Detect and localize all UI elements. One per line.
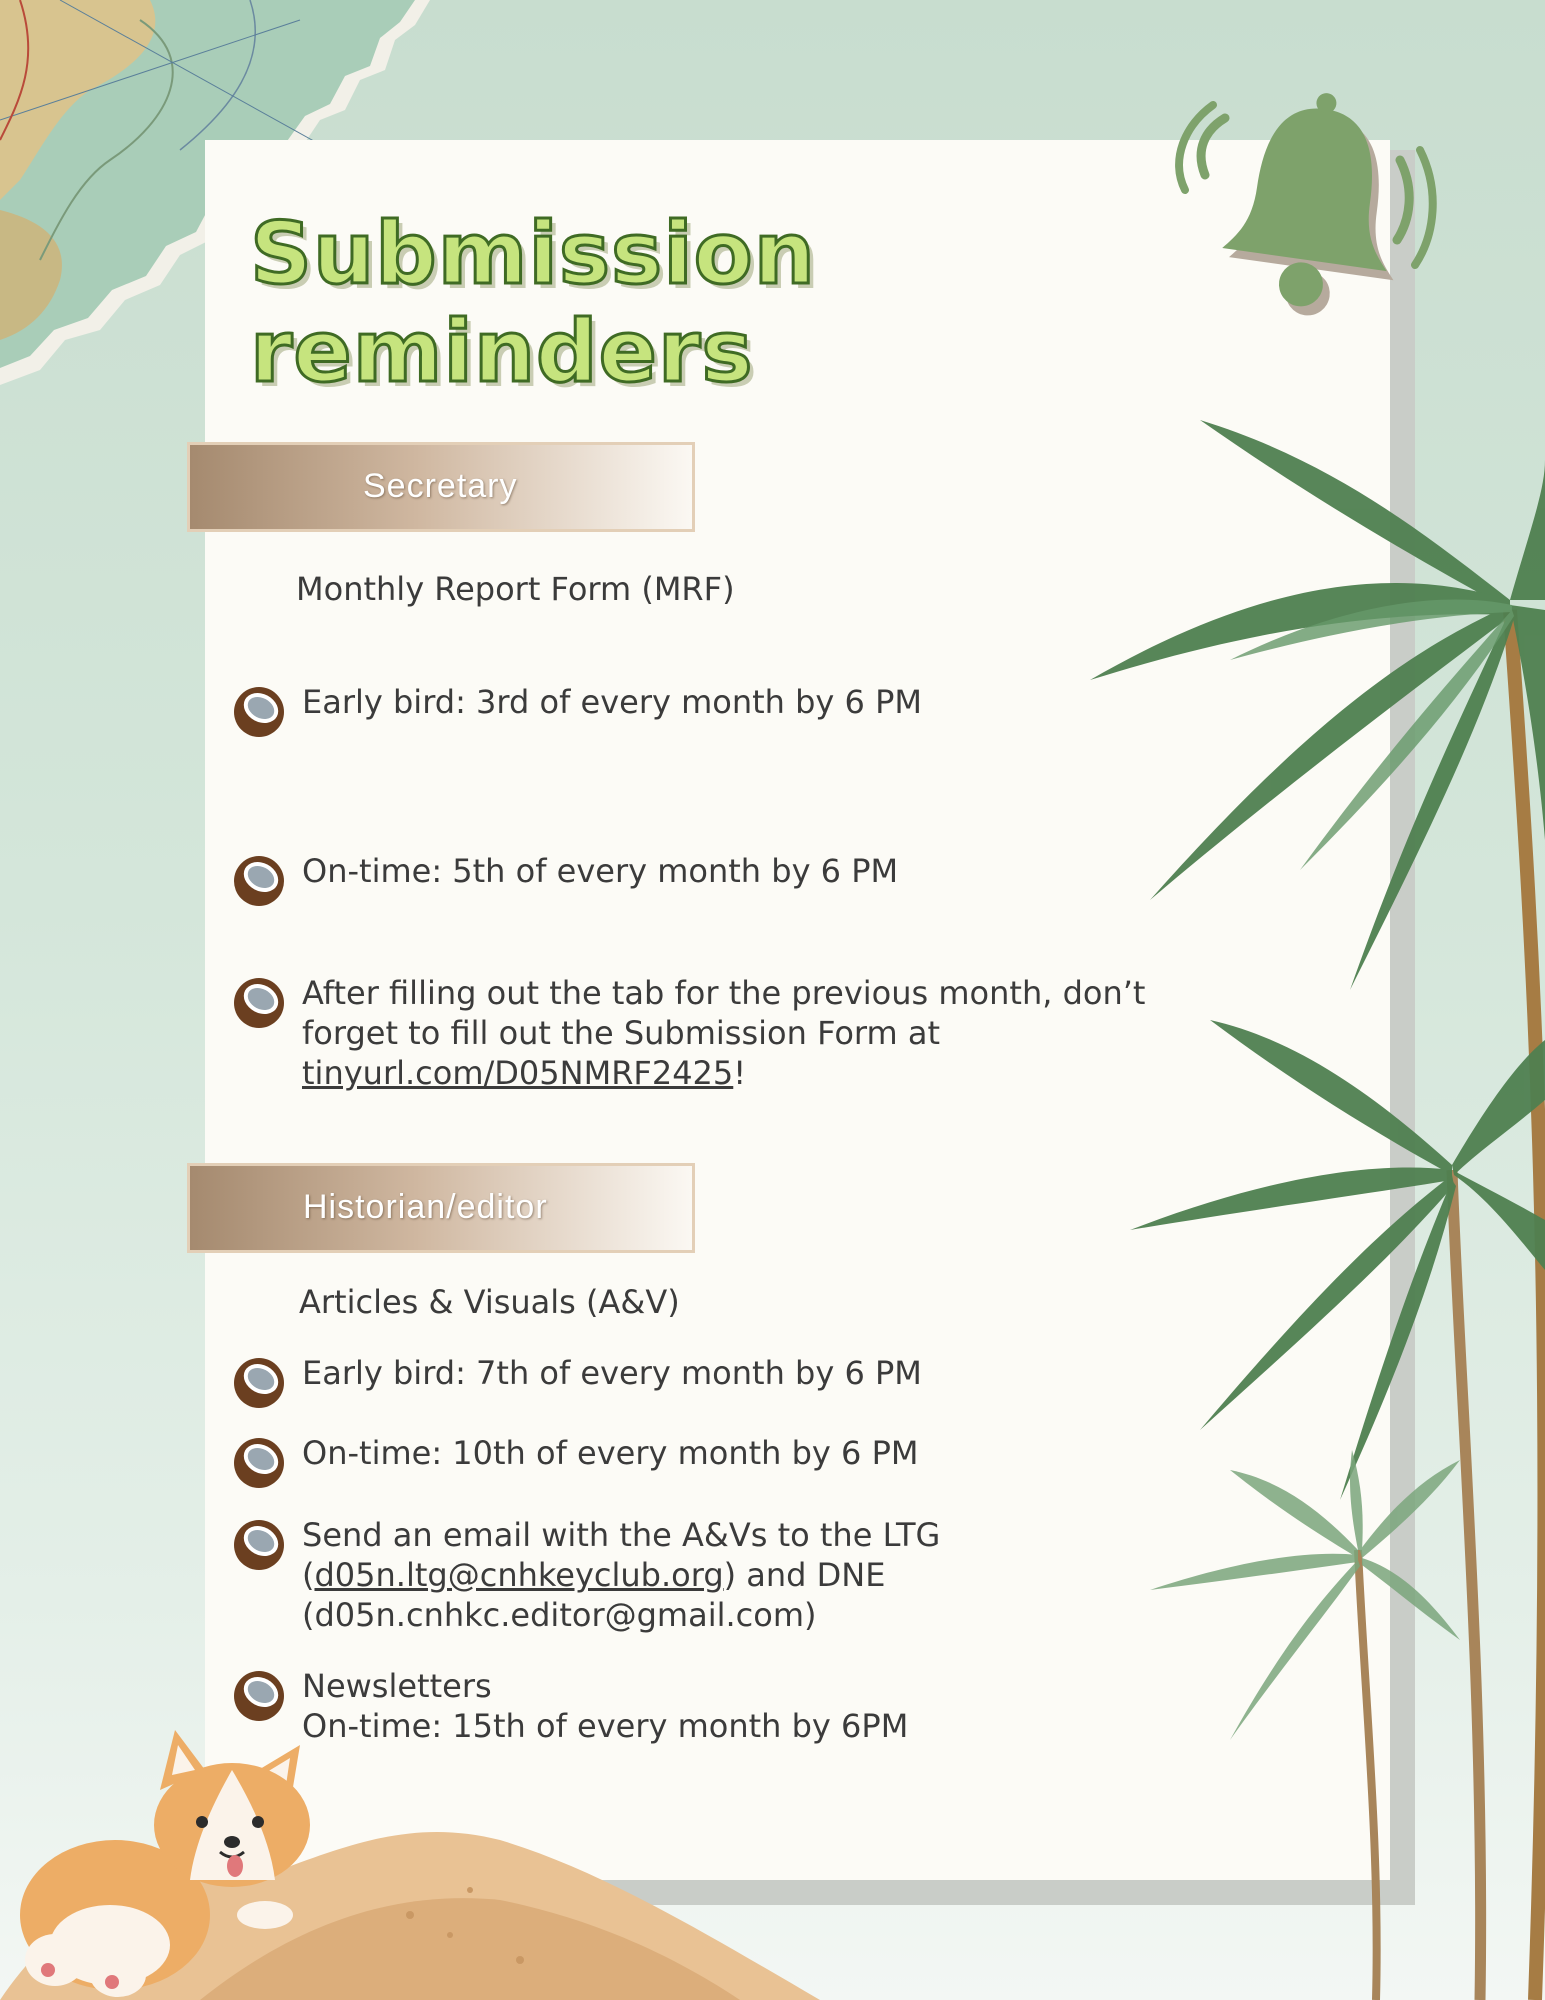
mrf-subheading: Monthly Report Form (MRF)	[296, 570, 735, 608]
submission-form-text	[302, 973, 1145, 1093]
newsletters-label: Newsletters	[302, 1667, 492, 1705]
corgi-sand-scene	[0, 1730, 820, 2000]
page-title	[250, 205, 816, 401]
submission-form-link-suffix: !	[733, 1054, 747, 1092]
list-item-send-email	[232, 1515, 940, 1635]
dne-email-line: (d05n.cnhkc.editor@gmail.com)	[302, 1596, 817, 1634]
coconut-icon	[232, 1436, 286, 1490]
list-item-secretary-early-bird	[232, 682, 922, 739]
secretary-header-label: Secretary	[363, 467, 518, 505]
coconut-icon	[232, 854, 286, 908]
historian-early-bird-text: Early bird: 7th of every month by 6 PM	[302, 1354, 922, 1392]
send-email-line-2	[302, 1555, 940, 1595]
list-item-newsletters	[232, 1666, 908, 1746]
submission-form-line-2: forget to fill out the Submission Form at	[302, 1014, 940, 1052]
newsletters-deadline: On-time: 15th of every month by 6PM	[302, 1707, 909, 1745]
historian-section-header	[187, 1163, 695, 1253]
send-email-mid: ) and DNE	[723, 1556, 886, 1594]
submission-form-line-3	[302, 1053, 1145, 1093]
secretary-section-header	[187, 442, 695, 532]
list-item-historian-early-bird	[232, 1353, 922, 1410]
ltg-email-link[interactable]: d05n.ltg@cnhkeyclub.org	[314, 1556, 724, 1594]
list-item-historian-on-time	[232, 1433, 918, 1490]
secretary-on-time-text: On-time: 5th of every month by 6 PM	[302, 852, 899, 890]
coconut-icon	[232, 1356, 286, 1410]
title-line-1: Submission	[250, 204, 816, 304]
submission-form-link[interactable]: tinyurl.com/D05NMRF2425	[302, 1054, 734, 1092]
coconut-icon	[232, 1518, 286, 1572]
bell-icon	[1165, 90, 1455, 320]
av-subheading: Articles & Visuals (A&V)	[299, 1283, 680, 1321]
coconut-icon	[232, 1669, 286, 1723]
historian-header-label: Historian/editor	[303, 1188, 548, 1226]
coconut-icon	[232, 685, 286, 739]
coconut-icon	[232, 976, 286, 1030]
submission-form-line-1: After filling out the tab for the previous month, don’t	[302, 974, 1146, 1012]
list-item-submission-form	[232, 973, 1145, 1093]
send-email-text	[302, 1515, 940, 1635]
send-email-line-1: Send an email with the A&Vs to the LTG	[302, 1516, 941, 1554]
newsletters-text	[302, 1666, 908, 1746]
open-paren: (	[302, 1556, 315, 1594]
palm-trees-image	[1080, 400, 1545, 2000]
secretary-early-bird-text: Early bird: 3rd of every month by 6 PM	[302, 683, 922, 721]
list-item-secretary-on-time	[232, 851, 898, 908]
title-line-2: reminders	[250, 302, 754, 402]
historian-on-time-text: On-time: 10th of every month by 6 PM	[302, 1434, 919, 1472]
